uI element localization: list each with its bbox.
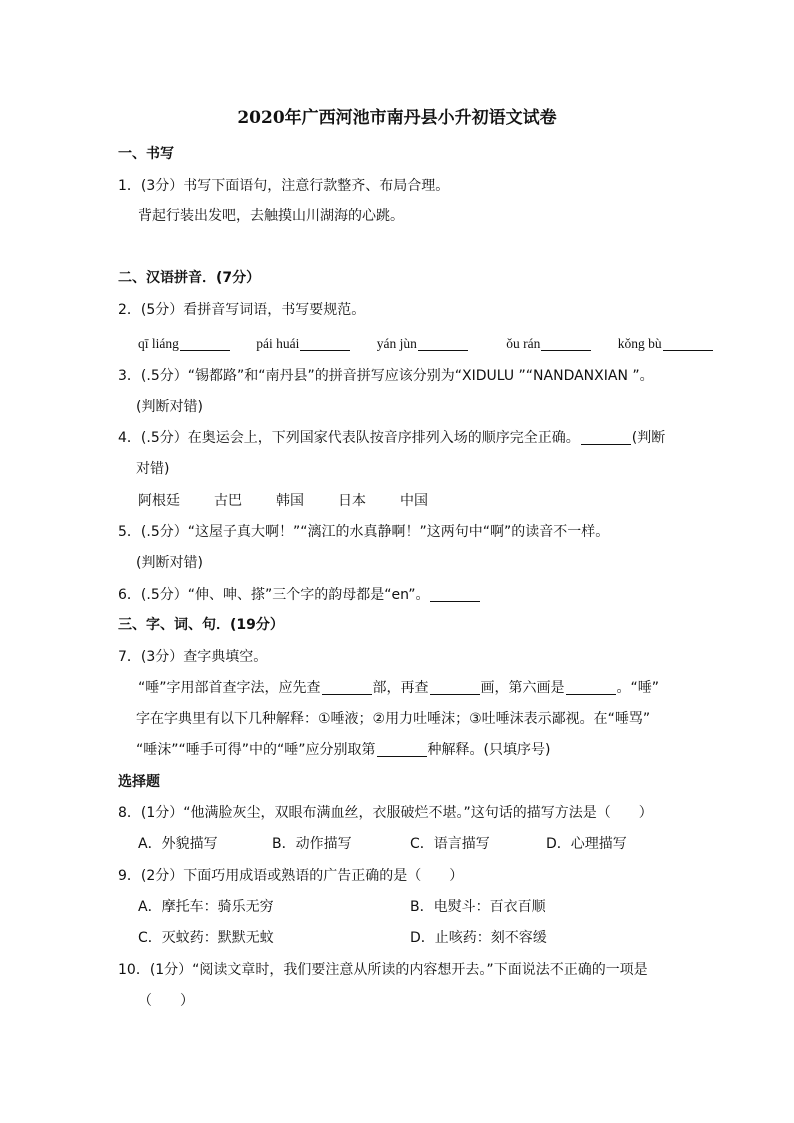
question-7-line-3	[136, 740, 550, 760]
country-item: 阿根廷	[138, 493, 180, 509]
question-2-stem: 2．(5分）看拼音写词语，书写要规范。	[118, 302, 366, 318]
question-5-judge: (判断对错)	[136, 555, 203, 571]
question-1-sentence: 背起行装出发吧，去触摸山川湖海的心跳。	[138, 208, 404, 224]
country-item: 日本	[338, 493, 366, 509]
question-9-option-d[interactable]: D．止咳药：刻不容缓	[410, 930, 547, 946]
question-10-paren: （ ）	[138, 993, 194, 1009]
question-3-stem: 3．(.5分）“锡都路”和“南丹县”的拼音拼写应该分别为“XIDULU ”“NANDANXIAN ”。	[118, 368, 654, 384]
choice-heading: 选择题	[118, 774, 160, 790]
question-9-stem: 9．(2分）下面巧用成语或熟语的广告正确的是（ ）	[118, 868, 464, 884]
question-7-text: 部，再查	[372, 680, 429, 696]
question-7-text: 。“唾”	[616, 680, 660, 696]
question-7-line-2: 字在字典里有以下几种解释：①唾液；②用力吐唾沫；③吐唾沫表示鄙视。在“唾骂”	[136, 711, 651, 727]
answer-blank[interactable]	[581, 430, 631, 445]
answer-blank[interactable]	[377, 742, 427, 757]
question-5-stem: 5．(.5分）“这屋子真大啊！”“漓江的水真静啊！”这两句中“啊”的读音不一样。	[118, 524, 610, 540]
question-8-option-c[interactable]: C．语言描写	[410, 836, 490, 852]
question-7-stem: 7．(3分）查字典填空。	[118, 649, 268, 665]
pinyin-item: yán jùn	[376, 336, 417, 351]
pinyin-item: ǒu rán	[506, 336, 541, 351]
question-9-option-a[interactable]: A．摩托车：骑乐无穷	[138, 899, 274, 915]
country-item: 中国	[400, 493, 428, 509]
page-title: 2020年广西河池市南丹县小升初语文试卷	[237, 108, 557, 128]
question-4-stem-line	[118, 428, 665, 448]
pinyin-item: pái huái	[256, 336, 300, 351]
question-8-option-a[interactable]: A．外貌描写	[138, 836, 218, 852]
answer-blank[interactable]	[180, 336, 230, 351]
answer-blank[interactable]	[418, 336, 468, 351]
question-9-option-c[interactable]: C．灭蚊药：默默无蚊	[138, 930, 274, 946]
question-6-stem: 6．(.5分）“伸、呻、搽”三个字的韵母都是“en”。	[118, 587, 430, 603]
answer-blank[interactable]	[541, 336, 591, 351]
question-4-stem: 4．(.5分）在奥运会上，下列国家代表队按音序排列入场的顺序完全正确。	[118, 430, 580, 446]
pinyin-item: qī liáng	[138, 336, 179, 351]
section-heading-words: 三、字、词、句．(19分）	[118, 617, 284, 633]
country-item: 韩国	[276, 493, 304, 509]
question-6-line	[118, 585, 481, 605]
section-heading-pinyin: 二、汉语拼音．(7分）	[118, 270, 261, 286]
answer-blank[interactable]	[566, 680, 616, 695]
question-7-text: 画，第六画是	[480, 680, 565, 696]
answer-blank[interactable]	[430, 680, 480, 695]
question-7-text: “唾”字用部首查字法，应先查	[138, 680, 321, 696]
answer-blank[interactable]	[430, 587, 480, 602]
answer-blank[interactable]	[663, 336, 713, 351]
pinyin-item: kǒng bù	[617, 336, 662, 351]
question-8-option-d[interactable]: D．心理描写	[546, 836, 627, 852]
question-8-stem: 8．(1分）“他满脸灰尘，双眼布满血丝，衣服破烂不堪。”这句话的描写方法是（ ）	[118, 805, 653, 821]
question-9-option-b[interactable]: B．电熨斗：百衣百顺	[410, 899, 546, 915]
question-4-judge-close: 对错)	[136, 461, 170, 477]
question-4-judge-open: (判断	[631, 430, 666, 446]
question-3-judge: (判断对错)	[136, 399, 203, 415]
pinyin-row	[138, 334, 714, 354]
question-1-stem: 1．(3分）书写下面语句，注意行款整齐、布局合理。	[118, 178, 450, 194]
question-10-stem: 10．(1分）“阅读文章时，我们要注意从所读的内容想开去。”下面说法不正确的一项是	[118, 962, 648, 978]
question-7-text: “唾沫”“唾手可得”中的“唾”应分别取第	[136, 742, 376, 758]
question-7-line-1	[138, 678, 659, 698]
section-heading-writing: 一、书写	[118, 146, 174, 162]
answer-blank[interactable]	[300, 336, 350, 351]
question-7-text: 种解释。(只填序号)	[427, 742, 551, 758]
answer-blank[interactable]	[322, 680, 372, 695]
question-8-option-b[interactable]: B．动作描写	[272, 836, 352, 852]
country-list	[138, 491, 462, 511]
country-item: 古巴	[214, 493, 242, 509]
